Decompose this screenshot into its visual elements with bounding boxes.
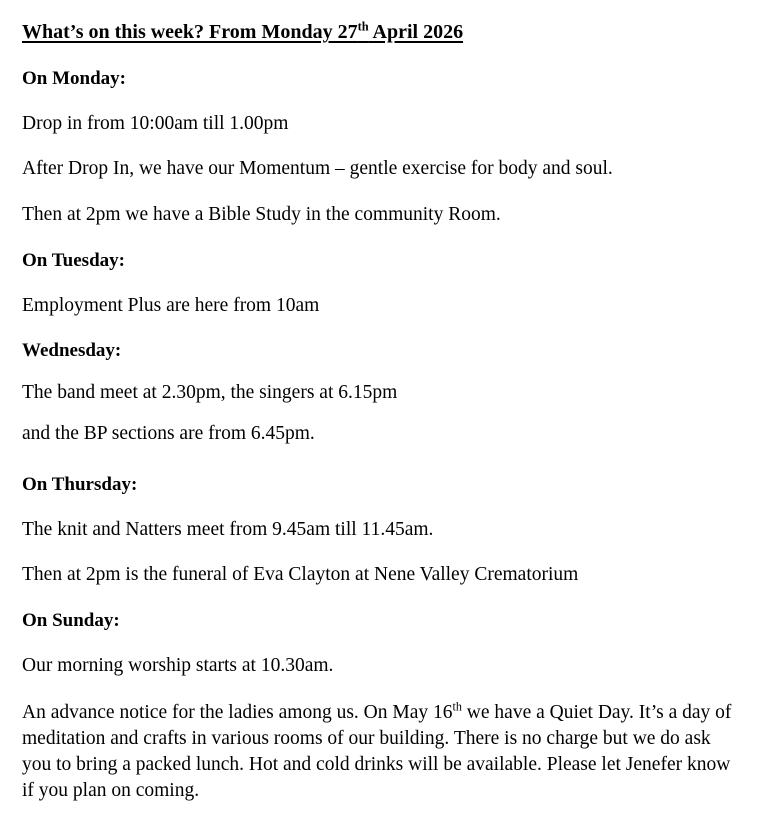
thursday-line-1: The knit and Natters meet from 9.45am till 11.45am. (22, 519, 434, 540)
page-title-suffix: April 2026 (368, 21, 464, 43)
wednesday-line-2: and the BP sections are from 6.45pm. (22, 423, 315, 444)
section-heading-wednesday: Wednesday: (22, 340, 122, 361)
section-heading-sunday: On Sunday: (22, 610, 120, 631)
section-heading-tuesday: On Tuesday: (22, 250, 125, 271)
advance-notice-paragraph (22, 700, 738, 804)
monday-line-2: After Drop In, we have our Momentum – gentle exercise for body and soul. (22, 158, 613, 179)
page-title-ordinal-suffix: th (357, 19, 369, 34)
advance-notice-ordinal-suffix: th (452, 699, 462, 714)
page-title-prefix: What’s on this week? From Monday 27 (22, 21, 358, 43)
page-title (22, 19, 464, 43)
advance-notice-part-2: we have a Quiet Day. It’s a day of meditation and crafts in various rooms of our building. There is no charge but we do ask you to bring a packed lunch. Hot and cold drinks will be available. Please let Jenefer know if you plan on coming. (22, 702, 732, 801)
tuesday-line-1: Employment Plus are here from 10am (22, 295, 320, 316)
monday-line-3: Then at 2pm we have a Bible Study in the community Room. (22, 204, 501, 225)
thursday-line-2: Then at 2pm is the funeral of Eva Clayton at Nene Valley Crematorium (22, 564, 579, 585)
advance-notice-part-1: An advance notice for the ladies among us. On May 16 (22, 702, 453, 723)
section-heading-thursday: On Thursday: (22, 474, 138, 495)
sunday-line-1: Our morning worship starts at 10.30am. (22, 655, 334, 676)
section-heading-monday: On Monday: (22, 68, 126, 89)
wednesday-line-1: The band meet at 2.30pm, the singers at 6.15pm (22, 382, 398, 403)
monday-line-1: Drop in from 10:00am till 1.00pm (22, 113, 289, 134)
